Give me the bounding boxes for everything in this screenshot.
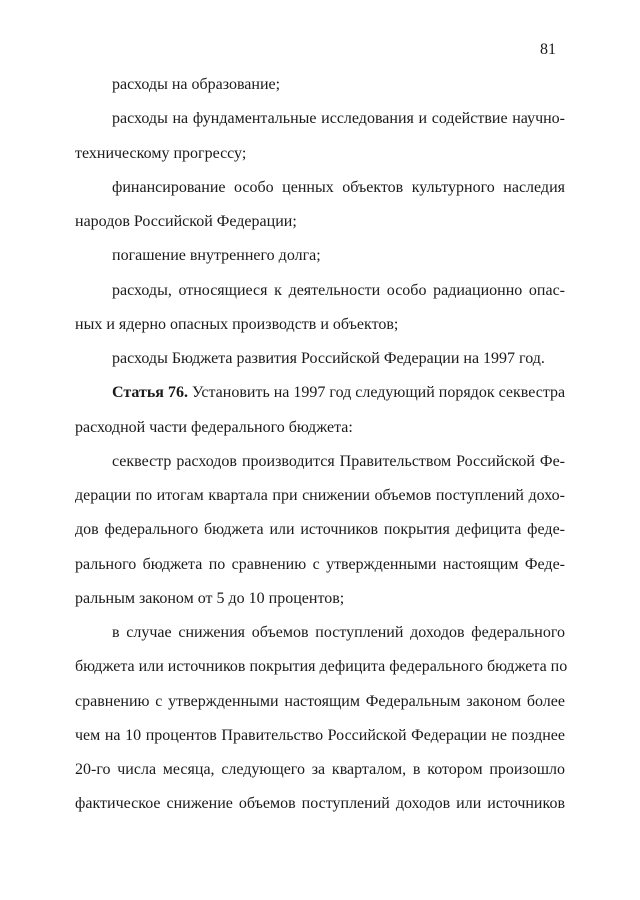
text-line: ных и ядерно опасных производств и объектов; [75,315,399,333]
text-line: финансирование особо ценных объектов культурного наследия [112,178,565,196]
text-line: сравнению с утвержденными настоящим Федеральным законом более [75,692,565,710]
text-line: ральным законом от 5 до 10 процентов; [75,589,345,607]
text-line: бюджета или источников покрытия дефицита федерального бюджета по [75,658,568,676]
article-label: Статья 76. [112,384,188,402]
text-line: расходы на образование; [112,76,281,93]
text-line: фактическое снижение объемов поступлений доходов или источников [75,795,565,813]
text-line: расходы Бюджета развития Российской Федерации на 1997 год. [112,350,545,367]
text-line: дерации по итогам квартала при снижении объемов поступлений дохо- [75,487,565,504]
text-line: расходы на фундаментальные исследования и содействие научно- [112,110,565,128]
article-heading-line [75,383,565,417]
article-text: Установить на 1997 год следующий порядок секвестра [187,384,566,402]
document-body [75,75,568,829]
text-line: техническому прогрессу; [75,144,247,162]
text-line: в случае снижения объемов поступлений доходов федерального [112,624,565,641]
text-line: погашение внутреннего долга; [112,247,321,265]
text-line: рального бюджета по сравнению с утвержденными настоящим Феде- [75,555,565,573]
page-number: 81 [540,41,556,58]
text-line: народов Российской Федерации; [75,213,297,230]
text-line: секвестр расходов производится Правительством Российской Фе- [112,452,565,470]
text-line: чем на 10 процентов Правительство Российской Федерации не позднее [75,726,565,744]
text-line: расходной части федерального бюджета: [75,418,353,436]
text-line: расходы, относящиеся к деятельности особо радиационно опас- [112,281,565,299]
text-line: дов федерального бюджета или источников покрытия дефицита феде- [75,521,565,539]
text-line: 20-го числа месяца, следующего за кварталом, в котором произошло [75,761,565,778]
